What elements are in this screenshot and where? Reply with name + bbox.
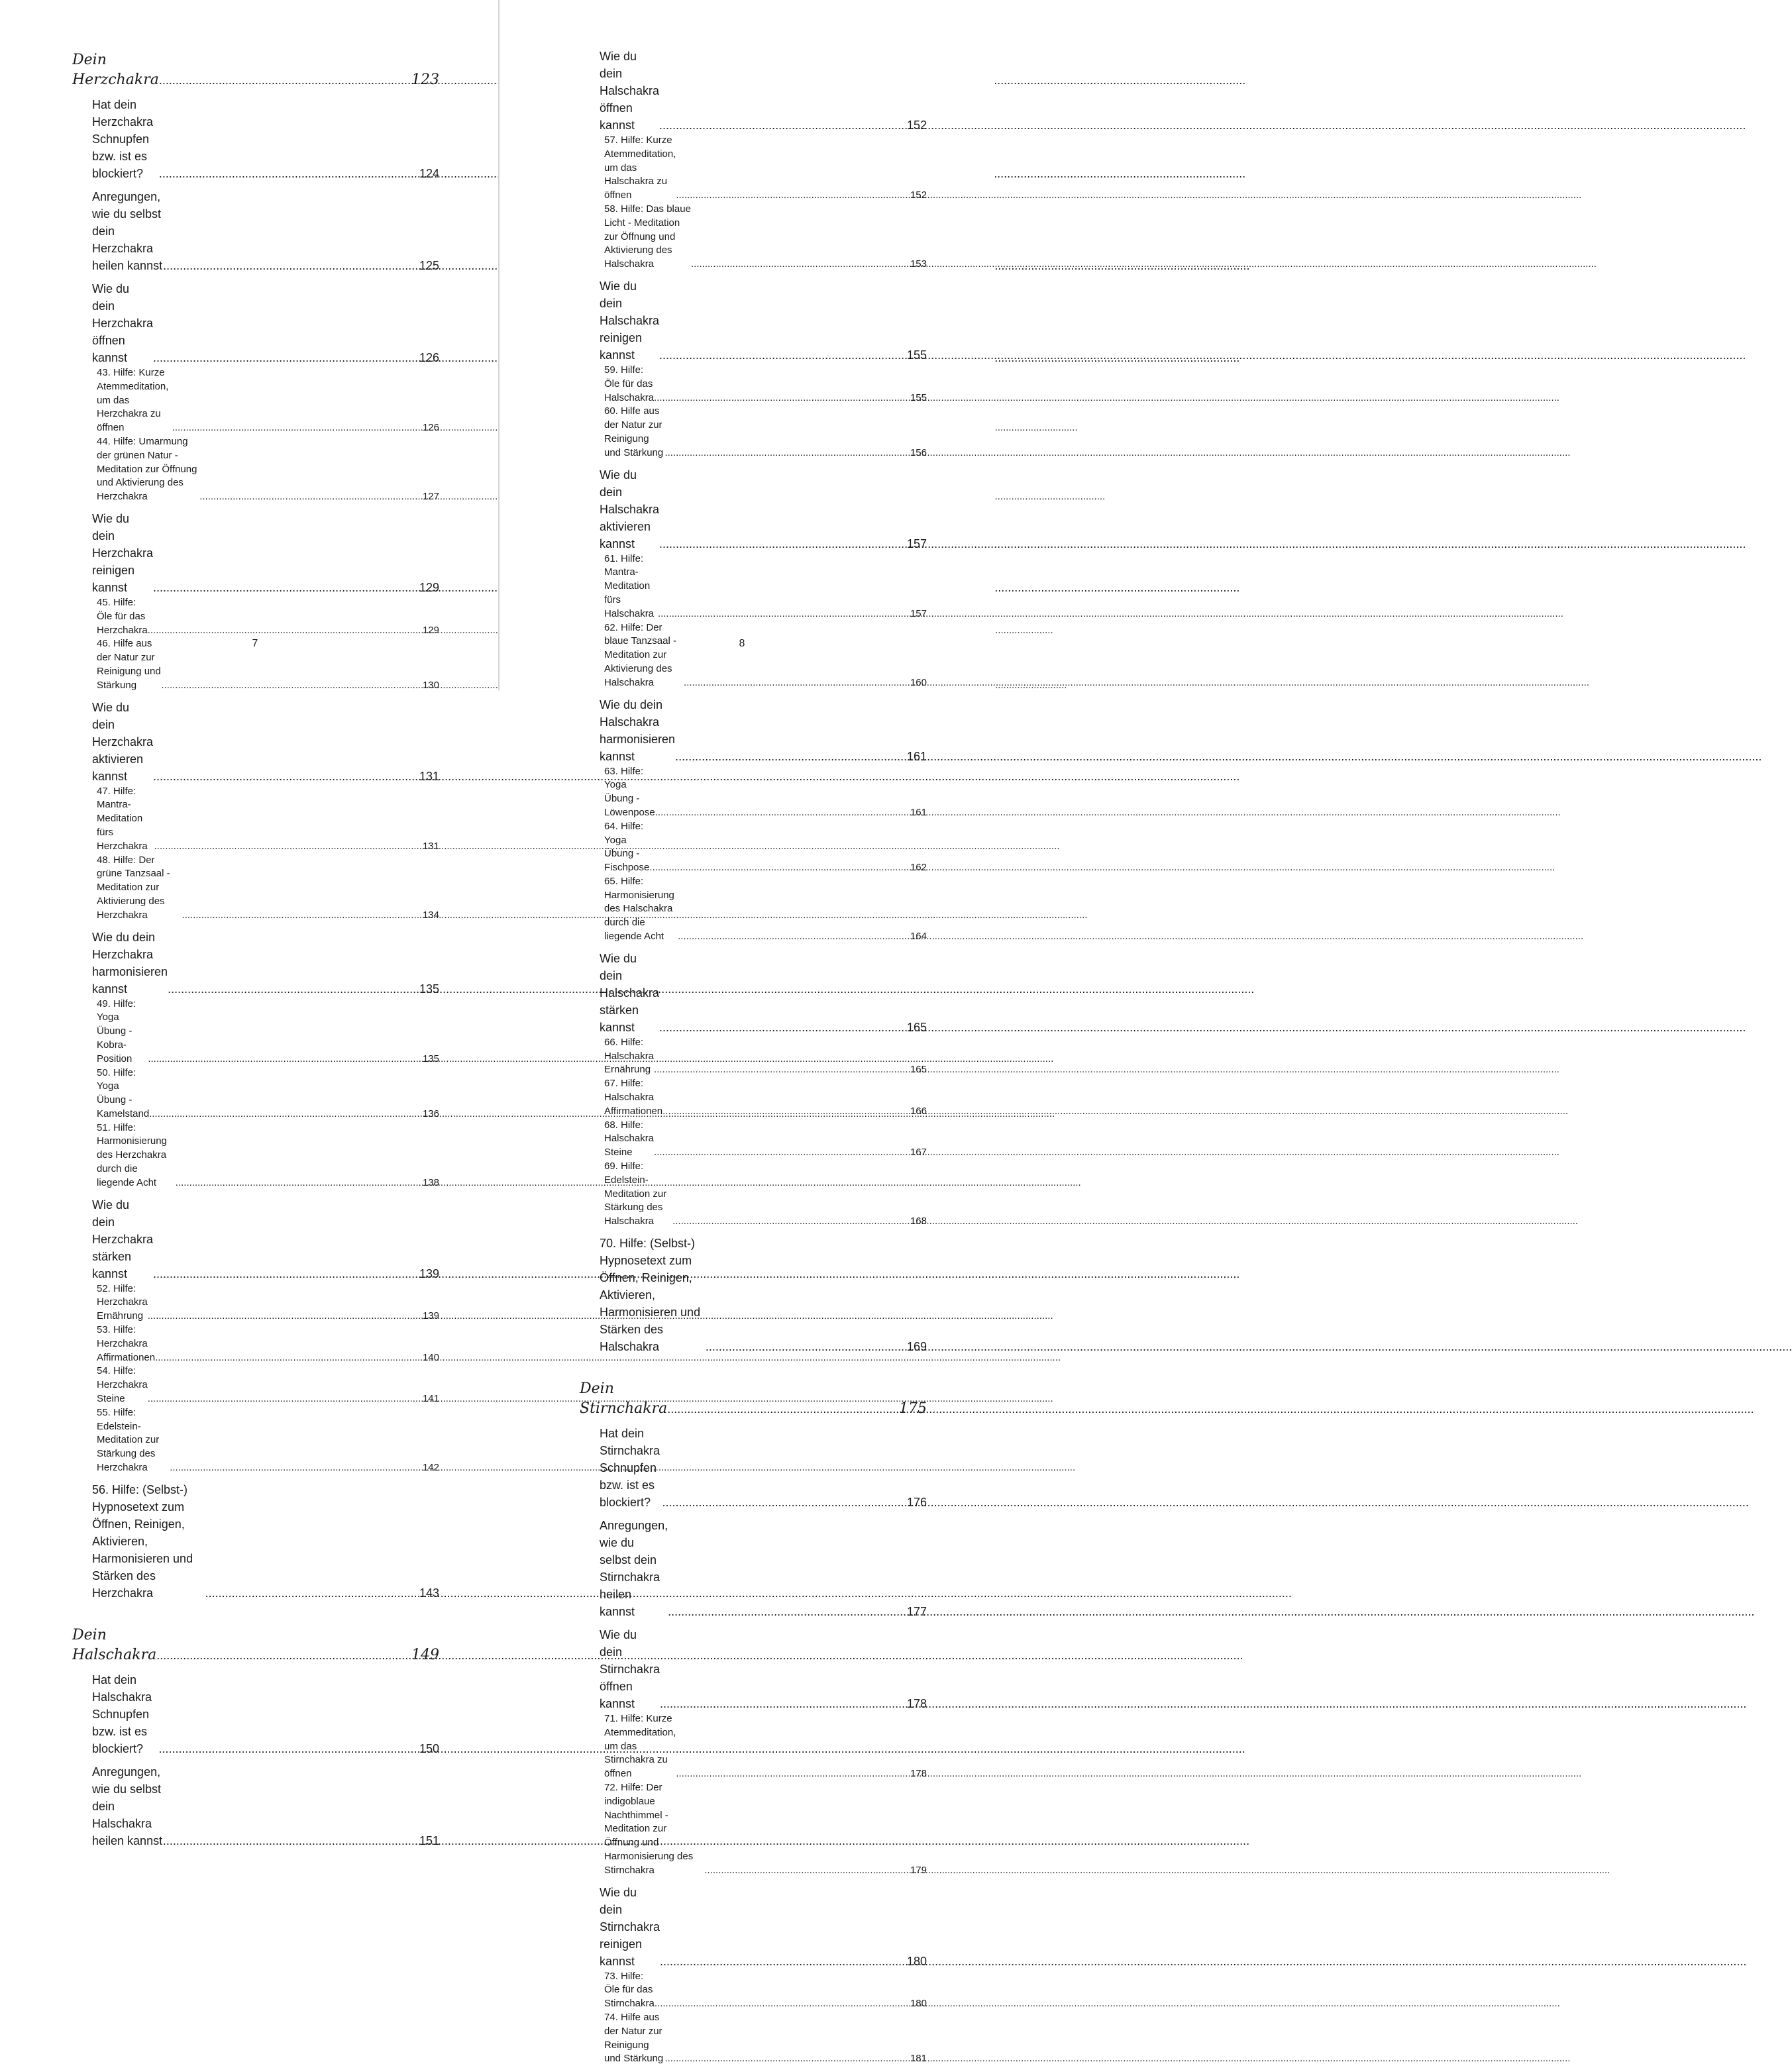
toc-entry-title: 56. Hilfe: (Selbst-) Hypnosetext zum Öffnen, Reinigen, Aktivieren, Harmonisieren und Stärken des Herzchakra — [92, 1482, 193, 1600]
toc-page-number: 125 — [419, 259, 439, 272]
toc-entry-title: 44. Hilfe: Umarmung der grünen Natur - Meditation zur Öffnung und Aktivierung des Herzchakra — [97, 435, 197, 503]
toc-page-number: 180 — [906, 1954, 927, 1968]
toc-entry-title: 64. Hilfe: Yoga Übung - Fischpose — [604, 820, 650, 874]
toc-item-entry[interactable] — [580, 203, 927, 272]
toc-dot-leader — [153, 768, 417, 785]
toc-dot-leader — [163, 257, 417, 274]
toc-page-number: 176 — [906, 1496, 927, 1510]
toc-item-entry[interactable] — [72, 366, 439, 435]
toc-page-number: 178 — [910, 1768, 927, 1780]
toc-item-entry[interactable] — [580, 1036, 927, 1077]
toc-dot-leader — [182, 909, 421, 923]
toc-section-entry[interactable] — [72, 1671, 439, 1757]
toc-page-number: 181 — [910, 2053, 927, 2065]
toc-entry-title: 74. Hilfe aus der Natur zur Reinigung und Stärkung — [604, 2011, 664, 2065]
toc-page-number: 139 — [422, 1310, 439, 1322]
toc-page-number: 131 — [419, 769, 439, 783]
toc-entry-title: 62. Hilfe: Der blaue Tanzsaal - Meditation zur Aktivierung des Halschakra — [604, 621, 676, 688]
toc-page-number: 123 — [411, 72, 439, 88]
toc-page-number: 155 — [910, 391, 927, 403]
toc-dot-leader — [159, 165, 417, 182]
toc-entry-title: Dein Halschakra — [72, 1626, 157, 1663]
toc-page-number: 166 — [910, 1105, 927, 1117]
toc-item-entry[interactable] — [72, 1323, 439, 1365]
toc-dot-leader — [154, 840, 421, 854]
toc-entry-title: 73. Hilfe: Öle für das Stirnchakra — [604, 1970, 655, 2010]
toc-page-number: 130 — [422, 679, 439, 691]
toc-section-entry[interactable] — [580, 466, 927, 552]
toc-section-entry[interactable] — [72, 1481, 439, 1602]
toc-entry-title: Hat dein Herzchakra Schnupfen bzw. ist es blockiert? — [92, 98, 154, 180]
toc-item-entry[interactable] — [580, 2011, 927, 2066]
toc-item-entry[interactable] — [580, 765, 927, 820]
toc-entry-title: 50. Hilfe: Yoga Übung - Kamelstand — [97, 1066, 150, 1119]
toc-list — [72, 50, 439, 1849]
toc-dot-leader — [668, 1603, 904, 1620]
toc-entry-title: 71. Hilfe: Kurze Atemmeditation, um das Stirnchakra zu öffnen — [604, 1713, 676, 1780]
toc-item-entry[interactable] — [72, 1282, 439, 1323]
toc-entry-title: Anregungen, wie du selbst dein Herzchakra heilen kannst — [92, 190, 163, 272]
toc-list — [580, 48, 927, 2066]
toc-page-number: 141 — [422, 1393, 439, 1405]
toc-page-number: 161 — [910, 806, 927, 818]
toc-page-number: 165 — [910, 1064, 927, 1076]
toc-page-number: 149 — [411, 1646, 439, 1663]
toc-entry-title: Wie du dein Halschakra öffnen kannst — [600, 50, 660, 132]
toc-section-entry[interactable] — [580, 1626, 927, 1712]
toc-item-entry[interactable] — [72, 1365, 439, 1406]
toc-entry-title: Anregungen, wie du selbst dein Stirnchakra heilen kannst — [600, 1519, 668, 1619]
toc-section-entry[interactable] — [72, 1763, 439, 1849]
toc-page-number: 169 — [906, 1340, 927, 1354]
toc-item-entry[interactable] — [580, 1970, 927, 2011]
toc-page-number: 164 — [910, 931, 927, 943]
toc-dot-leader — [156, 1645, 409, 1665]
toc-page-number: 124 — [419, 167, 439, 180]
toc-page-number: 152 — [906, 119, 927, 132]
toc-dot-leader — [660, 1953, 904, 1970]
toc-entry-title: Wie du dein Halschakra harmonisieren kannst — [600, 697, 676, 763]
toc-item-entry[interactable] — [72, 1406, 439, 1475]
toc-dot-leader — [678, 930, 908, 944]
toc-entry-title: Wie du dein Halschakra stärken kannst — [600, 951, 660, 1034]
toc-entry-title: 55. Hilfe: Edelstein-Meditation zur Stärkung des Herzchakra — [97, 1406, 160, 1474]
toc-item-entry[interactable] — [72, 854, 439, 923]
toc-dot-leader — [684, 676, 908, 690]
page-number: 7 — [252, 638, 258, 649]
toc-dot-leader — [159, 70, 409, 90]
toc-entry-title: Hat dein Halschakra Schnupfen bzw. ist es blockiert? — [92, 1673, 152, 1755]
toc-page-number: 134 — [422, 909, 439, 921]
toc-section-entry[interactable] — [580, 1425, 927, 1511]
toc-page-number: 150 — [419, 1741, 439, 1755]
toc-entry-title: Wie du dein Herzchakra aktivieren kannst — [92, 700, 154, 783]
toc-page-number: 155 — [906, 348, 927, 362]
toc-dot-leader — [155, 1351, 421, 1365]
toc-dot-leader — [659, 535, 904, 552]
toc-dot-leader — [176, 1176, 421, 1190]
toc-entry-title: 58. Hilfe: Das blaue Licht - Meditation zur Öffnung und Aktivierung des Halschakra — [604, 203, 691, 270]
toc-dot-leader — [654, 1063, 908, 1077]
toc-page-number: 168 — [910, 1215, 927, 1227]
toc-section-entry[interactable] — [72, 96, 439, 182]
toc-dot-leader — [676, 1767, 908, 1781]
toc-item-entry[interactable] — [580, 1712, 927, 1781]
toc-item-entry[interactable] — [72, 435, 439, 504]
toc-dot-leader — [706, 1338, 904, 1355]
toc-chapter-entry[interactable] — [72, 1626, 439, 1665]
toc-section-entry[interactable] — [580, 278, 927, 364]
toc-page-number: 135 — [422, 1053, 439, 1064]
toc-item-entry[interactable] — [580, 875, 927, 944]
toc-dot-leader — [199, 490, 421, 504]
toc-page-number: 175 — [899, 1400, 927, 1418]
toc-page-number: 151 — [419, 1834, 439, 1847]
toc-entry-title: Wie du dein Stirnchakra öffnen kannst — [600, 1628, 660, 1711]
toc-entry-title: Wie du dein Herzchakra öffnen kannst — [92, 282, 154, 364]
toc-dot-leader — [172, 421, 421, 435]
toc-section-entry[interactable] — [580, 950, 927, 1036]
toc-entry-title: 70. Hilfe: (Selbst-) Hypnosetext zum Öffnen, Reinigen, Aktivieren, Harmonisieren und Stärken des Halschakra — [600, 1237, 701, 1354]
toc-dot-leader — [649, 861, 908, 875]
toc-chapter-entry[interactable] — [580, 1379, 927, 1419]
toc-entry-title: 68. Hilfe: Halschakra Steine — [604, 1119, 655, 1159]
toc-section-entry[interactable] — [72, 280, 439, 366]
toc-dot-leader — [149, 1108, 421, 1121]
toc-item-entry[interactable] — [580, 1119, 927, 1160]
toc-section-entry[interactable] — [72, 510, 439, 596]
toc-entry-title: 61. Hilfe: Mantra-Meditation fürs Halschakra — [604, 552, 655, 619]
toc-entry-title: Dein Herzchakra — [72, 52, 159, 88]
toc-item-entry[interactable] — [72, 1066, 439, 1121]
toc-section-entry[interactable] — [72, 929, 439, 998]
toc-dot-leader — [205, 1584, 417, 1602]
toc-entry-title: 53. Hilfe: Herzchakra Affirmationen — [97, 1324, 156, 1363]
toc-page-number: 126 — [422, 422, 439, 434]
toc-entry-title: 49. Hilfe: Yoga Übung - Kobra-Position — [97, 998, 136, 1064]
toc-page-number: 136 — [422, 1108, 439, 1119]
toc-dot-leader — [153, 1265, 417, 1282]
toc-entry-title: 57. Hilfe: Kurze Atemmeditation, um das Halschakra zu öffnen — [604, 134, 676, 201]
toc-entry-title: 67. Hilfe: Halschakra Affirmationen — [604, 1078, 663, 1117]
right-page — [500, 0, 995, 2065]
toc-section-entry[interactable] — [580, 48, 927, 134]
toc-dot-leader — [153, 579, 417, 596]
toc-page-number: 177 — [906, 1605, 927, 1619]
toc-section-entry[interactable] — [72, 699, 439, 785]
toc-item-entry[interactable] — [580, 134, 927, 203]
toc-dot-leader — [153, 349, 417, 366]
toc-entry-title: 47. Hilfe: Mantra-Meditation fürs Herzchakra — [97, 785, 148, 852]
toc-page-number: 156 — [910, 446, 927, 458]
toc-entry-title: 59. Hilfe: Öle für das Halschakra — [604, 364, 655, 403]
toc-entry-title: 65. Hilfe: Harmonisierung des Halschakra durch die liegende Acht — [604, 875, 674, 943]
toc-entry-title: 48. Hilfe: Der grüne Tanzsaal - Meditation zur Aktivierung des Herzchakra — [97, 854, 170, 921]
toc-entry-title: Wie du dein Herzchakra harmonisieren kannst — [92, 930, 168, 996]
toc-dot-leader — [158, 1740, 416, 1757]
toc-dot-leader — [654, 391, 908, 405]
toc-item-entry[interactable] — [580, 552, 927, 621]
toc-entry-title: 45. Hilfe: Öle für das Herzchakra — [97, 596, 148, 636]
toc-page-number: 131 — [422, 840, 439, 852]
toc-dot-leader — [662, 1494, 904, 1511]
toc-item-entry[interactable] — [580, 621, 927, 690]
toc-page-number: 127 — [422, 491, 439, 503]
toc-entry-title: 52. Hilfe: Herzchakra Ernährung — [97, 1282, 148, 1322]
toc-dot-leader — [664, 446, 908, 460]
toc-page-number: 157 — [906, 537, 927, 550]
toc-page-number: 178 — [906, 1697, 927, 1711]
toc-item-entry[interactable] — [580, 405, 927, 460]
toc-page-number: 167 — [910, 1147, 927, 1159]
toc-dot-leader — [676, 189, 908, 203]
toc-page-number: 152 — [910, 189, 927, 201]
toc-page-number: 165 — [906, 1020, 927, 1034]
toc-entry-title: Wie du dein Halschakra reinigen kannst — [600, 279, 660, 362]
toc-dot-leader — [168, 980, 417, 998]
toc-entry-title: 43. Hilfe: Kurze Atemmeditation, um das Herzchakra zu öffnen — [97, 367, 169, 434]
toc-item-entry[interactable] — [580, 1077, 927, 1118]
toc-dot-leader — [659, 346, 904, 364]
toc-chapter-entry[interactable] — [72, 50, 439, 90]
toc-page-number: 180 — [910, 1998, 927, 2010]
toc-entry-title: 63. Hilfe: Yoga Übung - Löwenpose — [604, 765, 655, 818]
toc-dot-leader — [655, 1997, 908, 2011]
toc-dot-leader — [672, 1215, 908, 1229]
toc-page-number: 138 — [422, 1176, 439, 1188]
toc-dot-leader — [664, 2052, 908, 2066]
toc-dot-leader — [655, 806, 908, 820]
toc-entry-title: 69. Hilfe: Edelstein-Meditation zur Stärkung des Halschakra — [604, 1161, 667, 1227]
toc-page-number: 161 — [906, 749, 927, 763]
toc-dot-leader — [662, 1105, 908, 1119]
page-number: 8 — [739, 638, 745, 649]
toc-entry-title: Anregungen, wie du selbst dein Halschakra heilen kannst — [92, 1765, 163, 1847]
toc-item-entry[interactable] — [72, 785, 439, 854]
toc-item-entry[interactable] — [580, 364, 927, 405]
toc-dot-leader — [675, 748, 904, 765]
toc-item-entry[interactable] — [580, 820, 927, 875]
toc-dot-leader — [170, 1461, 421, 1475]
toc-dot-leader — [667, 1399, 896, 1419]
toc-page-number: 126 — [419, 351, 439, 364]
left-page — [0, 0, 498, 1847]
toc-dot-leader — [148, 1310, 421, 1323]
toc-dot-leader — [659, 117, 904, 134]
toc-item-entry[interactable] — [72, 596, 439, 637]
toc-page-number: 162 — [910, 862, 927, 874]
toc-item-entry[interactable] — [580, 1160, 927, 1229]
toc-item-entry[interactable] — [580, 1781, 927, 1878]
toc-page-number: 143 — [419, 1586, 439, 1600]
toc-dot-leader — [659, 1019, 904, 1036]
toc-entry-title: Dein Stirnchakra — [580, 1380, 668, 1418]
toc-dot-leader — [691, 258, 908, 272]
toc-dot-leader — [148, 1053, 421, 1066]
toc-page-number: 135 — [419, 982, 439, 996]
toc-page-number: 139 — [419, 1266, 439, 1280]
toc-dot-leader — [148, 624, 421, 638]
toc-section-entry[interactable] — [580, 696, 927, 765]
toc-section-entry[interactable] — [72, 188, 439, 274]
toc-entry-title: Wie du dein Stirnchakra reinigen kannst — [600, 1885, 660, 1968]
toc-page-number: 179 — [910, 1864, 927, 1876]
toc-entry-title: 51. Hilfe: Harmonisierung des Herzchakra durch die liegende Acht — [97, 1121, 167, 1188]
toc-section-entry[interactable] — [72, 1196, 439, 1282]
toc-entry-title: 72. Hilfe: Der indigoblaue Nachthimmel - Meditation zur Öffnung und Harmonisierung des Stirnchakra — [604, 1782, 694, 1876]
toc-page-number: 129 — [419, 580, 439, 594]
toc-entry-title: Hat dein Stirnchakra Schnupfen bzw. ist es blockiert? — [600, 1427, 660, 1510]
toc-item-entry[interactable] — [72, 1121, 439, 1190]
toc-dot-leader — [654, 1146, 908, 1160]
toc-dot-leader — [163, 1832, 417, 1849]
toc-section-entry[interactable] — [580, 1884, 927, 1970]
toc-entry-title: Wie du dein Halschakra aktivieren kannst — [600, 468, 660, 550]
toc-page-number: 140 — [422, 1351, 439, 1363]
toc-page-number: 142 — [422, 1462, 439, 1474]
toc-dot-leader — [658, 607, 908, 621]
toc-entry-title: Wie du dein Herzchakra stärken kannst — [92, 1198, 154, 1280]
toc-item-entry[interactable] — [72, 998, 439, 1066]
toc-page-number: 160 — [910, 676, 927, 688]
toc-dot-leader — [704, 1864, 908, 1878]
toc-section-entry[interactable] — [580, 1517, 927, 1620]
toc-entry-title: 66. Hilfe: Halschakra Ernährung — [604, 1036, 655, 1076]
toc-entry-title: 46. Hilfe aus der Natur zur Reinigung und Stärkung — [97, 638, 161, 691]
toc-page-number: 157 — [910, 607, 927, 619]
toc-entry-title: 54. Hilfe: Herzchakra Steine — [97, 1365, 148, 1405]
toc-section-entry[interactable] — [580, 1235, 927, 1355]
toc-page-number: 129 — [422, 624, 439, 636]
toc-page-number: 153 — [910, 258, 927, 270]
toc-dot-leader — [660, 1695, 904, 1712]
toc-entry-title: Wie du dein Herzchakra reinigen kannst — [92, 511, 154, 594]
toc-dot-leader — [161, 679, 421, 693]
toc-dot-leader — [148, 1392, 421, 1406]
toc-entry-title: 60. Hilfe aus der Natur zur Reinigung und Stärkung — [604, 405, 664, 458]
